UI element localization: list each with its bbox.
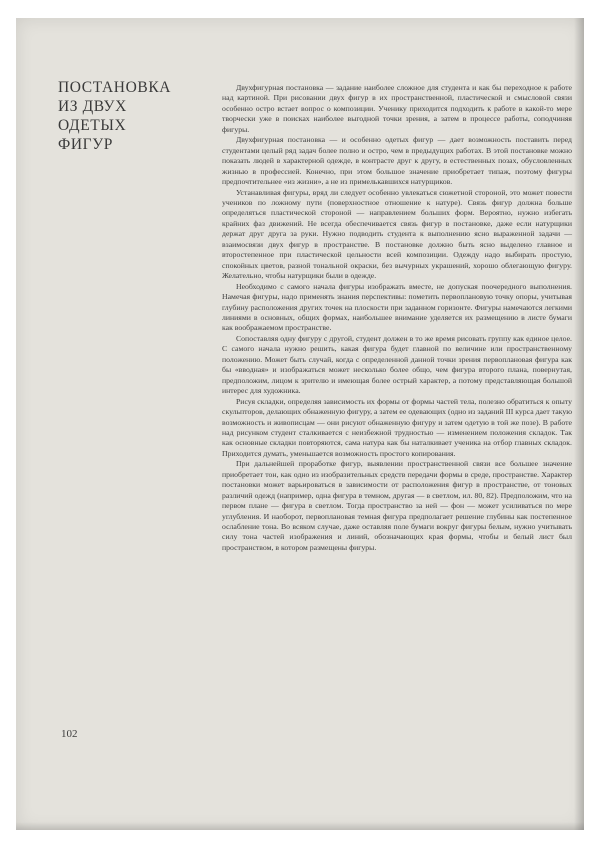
paragraph: Двухфигурная постановка — и особенно одетых фигур — дает возможность поставить перед студентами целый ряд задач более полно и остро, чем в предыдущих работах. В этой постановке можно показать людей в характерной одежде, в контрасте друг к другу, в естественных позах, обусловленных жизнью в профессией. Конечно, при этом большое значение приобретает типаж, поэтому фигуры предпочтительнее «из жизни», а не из примелькавшихся натурщиков.: [222, 135, 572, 187]
paragraph: При дальнейшей проработке фигур, выявлении пространственной связи все большее значение приобретает тон, как одно из изобразительных средств передачи формы в среде, пространстве. Характер постановки может варьироваться в зависимости от расположения фигур в пространстве, от тоновых различий одежд (например, одна фигура в темном, другая — в светлом, ил. 80, 82). Предположим, что на первом плане — фигура в светлом. Тогда пространство за ней — фон — может усиливаться по мере углубления. И наоборот, первоплановая темная фигура предполагает решение глубины как постепенное ослабление тона. Во всяком случае, даже оставляя поле бумаги вокруг фигуры белым, нужно учитывать силу тона частей изображения и линий, обозначающих края формы, чтобы и белый лист был пространством, в котором размещены фигуры.: [222, 459, 572, 552]
chapter-heading: [58, 78, 188, 154]
heading-line: ПОСТАНОВКА: [58, 79, 172, 96]
paragraph: Двухфигурная постановка — задание наиболее сложное для студента и как бы переходное к работе над картиной. При рисовании двух фигур в их пространственной, пластической и смысловой связи особенно остро встает вопрос о композиции. Ученику приходится подходить к работе в какой-то мере творчески уже в поисках наиболее выгодной точки зрения, а затем в процессе работы, соподчиняя фигуры.: [222, 83, 572, 134]
paragraph: Необходимо с самого начала фигуры изображать вместе, не допуская поочередного выполнения. Намечая фигуры, надо применять знания перспективы: пометить первоплановую точку опоры, учитывая глубину расположения других точек на плоскости при заданном горизонте. Фигуры намечаются легкими линиями в основных, общих формах, наибольшее внимание уделяется их размещению в листе бумаги как воображаемом пространстве.: [222, 281, 572, 333]
heading-line: ОДЕТЫХ: [58, 117, 127, 134]
page-bottom-shadow: [16, 822, 584, 830]
page-number: 102: [61, 728, 78, 740]
page-edge-shadow: [574, 18, 584, 830]
heading-line: ФИГУР: [58, 136, 113, 153]
book-page: [16, 18, 584, 830]
body-text-column: [222, 83, 572, 553]
paragraph: Устанавливая фигуры, вряд ли следует особенно увлекаться сюжетной стороной, это может повести учеников по ложному пути (поверхностное отношение к натуре). Связь фигур должна больше определяться пластической стороной — направлением больших форм. Вероятно, нужно избегать крайних фаз движений. Не всегда обеспечивается связь фигур в постановке, даже если натурщики держат друг друга за руки. Нужно подводить студента к выполнению ясно выраженной задачи — взаимосвязи двух фигур в пространстве. В постановке должно быть ясно выделено главное и второстепенное при пластической цельности всей композиции. Одежду надо выбирать простую, спокойных цветов, разной тональной окраски, без вычурных украшений, хорошо облегающую фигуру. Желательно, чтобы натурщики были в одежде.: [222, 187, 572, 281]
paragraph: Сопоставляя одну фигуру с другой, студент должен в то же время рисовать группу как единое целое. С самого начала нужно решить, какая фигура будет главной по величине или пространственному положению. Может быть случай, когда с определенной данной точки зрения первоплановая фигура как бы «вводная» и изображаться может несколько более общо, чем фигура второго плана, повернутая, предположим, лицом к зрителю и имеющая более острый характер, а потому представляющая большой интерес для художника.: [222, 333, 572, 396]
paragraph: Рисуя складки, определяя зависимость их формы от формы частей тела, полезно обратиться к опыту скульпторов, делающих обнаженную фигуру, а затем ее одевающих (одно из заданий III курса дает такую возможность и живописцам — они рисуют обнаженную фигуру и затем одетую в той же позе). В работе над рисунком студент сталкивается с неизбежной трудностью — изменением положения складок. Так как основные складки повторяются, сама натура как бы наталкивает ученика на отбор главных складок. Приходится думать, уменьшается возможность простого копирования.: [222, 396, 572, 458]
heading-line: ИЗ ДВУХ: [58, 98, 127, 115]
